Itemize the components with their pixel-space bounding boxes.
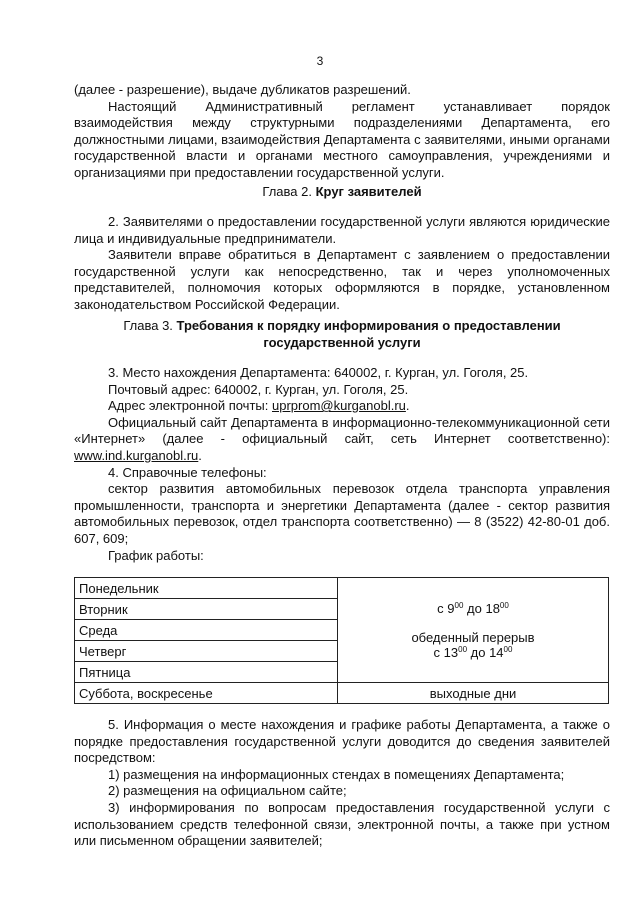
day-cell: Четверг [75,641,338,662]
website-paragraph [74,415,610,465]
location-paragraph: 3. Место нахождения Департамента: 640002, г. Курган, ул. Гоголя, 25. [108,365,529,380]
info-list-item: 3) информирования по вопросам предоставления государственной услуги с использованием средств телефонной связи, электронной почты, а также при устном или письменном обращении заявителей; [74,799,610,849]
section-chapter-2 [74,214,610,314]
email-paragraph [74,398,610,415]
section-chapter-3 [74,365,610,548]
chapter-3-title-line1: Требования к порядку информирования о предоставлении [176,318,561,333]
schedule-title: График работы: [108,548,204,563]
section-item-5 [74,717,610,850]
schedule-table [74,577,609,704]
day-cell: Вторник [75,599,338,620]
lunch-break-label: обеденный перерыв [411,629,535,645]
chapter-3-title-line2: государственной услуги [263,334,421,350]
day-cell: Среда [75,620,338,641]
chapter-2-heading [74,184,610,201]
regulation-paragraph: Настоящий Административный регламент устанавливает порядок взаимодействия между структурными подразделениями Департамента, его должностными лицами, взаимодействия Департамента с заявителями, иными органами государственной власти и органами местного самоуправления, учреждениями и организациями при предоставлении государственной услуги. [74,98,610,180]
day-cell: Пятница [75,662,338,683]
postal-address-paragraph: Почтовый адрес: 640002, г. Курган, ул. Гоголя, 25. [108,381,409,397]
website-text: Официальный сайт Департамента в информационно-телекоммуникационной сети «Интернет» (далее - официальный сайт, сеть Интернет соответственно): [74,414,610,447]
phones-title: 4. Справочные телефоны: [108,464,267,480]
email-label: Адрес электронной почты: [108,398,269,414]
table-row [75,578,609,599]
phones-paragraph: сектор развития автомобильных перевозок отдела транспорта управления промышленности, транспорта и энергетики Департамента (далее - сектор развития автомобильных перевозок, отдел транспорта соответственно) — 8 (3522) 42-80-01 доб. 607, 609; [74,481,610,546]
info-list-item: 1) размещения на информационных стендах в помещениях Департамента; [108,766,565,782]
chapter-3-prefix: Глава 3. [123,318,173,333]
email-tail: . [405,398,410,414]
applicants-rights-paragraph: Заявители вправе обратиться в Департамент с заявлением о предоставлении государственной услуги как непосредственно, так и через уполномоченных представителей, полномочия которых оформляются в порядке, установленном законодательством Российской Федерации. [74,247,610,312]
email-link[interactable]: uprprom@kurganobl.ru [272,398,406,414]
chapter-2-title: Круг заявителей [315,184,422,199]
chapter-2-prefix: Глава 2. [262,184,312,199]
intro-tail-paragraph: (далее - разрешение), выдаче дубликатов разрешений. [74,82,411,97]
working-hours: с $9^{00}$ до $18^{00}$ [437,600,509,616]
working-hours-cell [338,578,609,683]
section-intro [74,82,610,182]
weekend-days-cell: Суббота, воскресенье [75,683,338,704]
weekend-label-cell: выходные дни [338,683,609,704]
website-link[interactable]: www.ind.kurganobl.ru [74,447,199,463]
lunch-break-hours: с $13^{00}$ до $14^{00}$ [433,644,513,660]
applicants-paragraph: 2. Заявителями о предоставлении государственной услуги являются юридические лица и индивидуальные предприниматели. [74,214,610,246]
website-tail: . [198,447,202,463]
info-list-item: 2) размещения на официальном сайте; [108,783,347,799]
day-cell: Понедельник [75,578,338,599]
schedule-heading [74,548,610,565]
chapter-3-heading [74,318,610,351]
page-number: 3 [316,54,324,68]
info-paragraph: 5. Информация о месте нахождения и графике работы Департамента, а также о порядке предоставления государственной услуги доводится до сведения заявителей посредством: [74,717,610,766]
table-row [75,683,609,704]
